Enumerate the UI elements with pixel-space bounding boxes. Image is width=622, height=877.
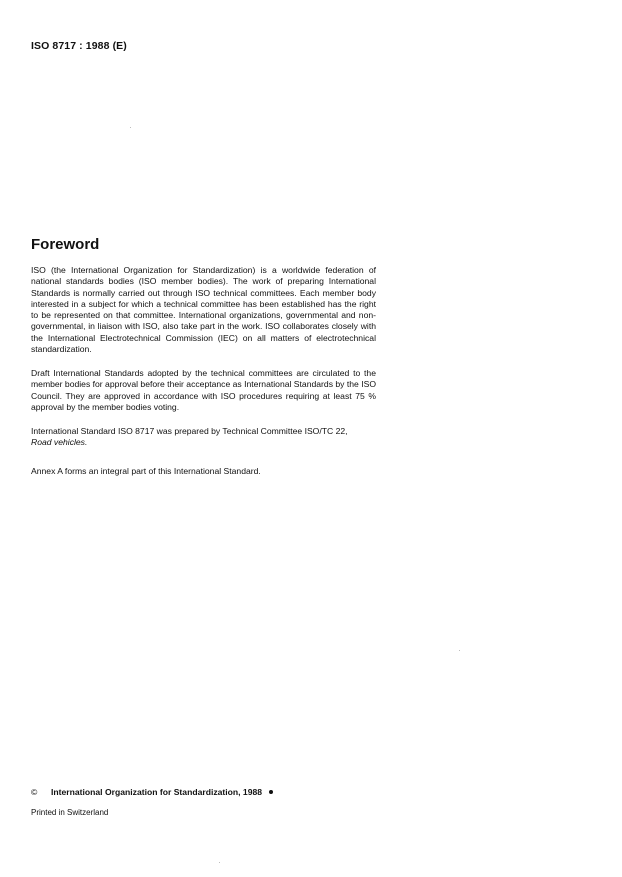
preparation-paragraph	[31, 426, 376, 449]
preparation-text: International Standard ISO 8717 was prepared by Technical Committee ISO/TC 22,	[31, 426, 348, 436]
foreword-title: Foreword	[31, 236, 100, 253]
committee-title: Road vehicles.	[31, 437, 88, 448]
scan-speck	[130, 127, 131, 128]
printed-in: Printed in Switzerland	[31, 808, 109, 817]
standard-reference: ISO 8717 : 1988 (E)	[31, 40, 127, 52]
copyright-text: International Organization for Standardization, 1988	[51, 787, 263, 797]
scan-speck	[459, 650, 460, 651]
bullet-icon	[269, 790, 273, 794]
copyright-icon: ©	[31, 787, 38, 797]
foreword-paragraph-1: ISO (the International Organization for Standardization) is a worldwide federation of national standards bodies (ISO member bodies). The work of preparing International Standards is normally carried out through ISO technical committees. Each member body interested in a subject for which a technical committee has been established has the right to be represented on that committee. International organizations, governmental and non-governmental, in liaison with ISO, also take part in the work. ISO collaborates closely with the International Electrotechnical Commission (IEC) on all matters of electrotechnical standardization.	[31, 265, 376, 355]
copyright-line	[31, 787, 273, 797]
scan-speck	[219, 862, 220, 863]
annex-note: Annex A forms an integral part of this International Standard.	[31, 466, 261, 476]
foreword-paragraph-2: Draft International Standards adopted by the technical committees are circulated to the member bodies for approval before their acceptance as International Standards by the ISO Council. They are approved in accordance with ISO procedures requiring at least 75 % approval by the member bodies voting.	[31, 368, 376, 412]
